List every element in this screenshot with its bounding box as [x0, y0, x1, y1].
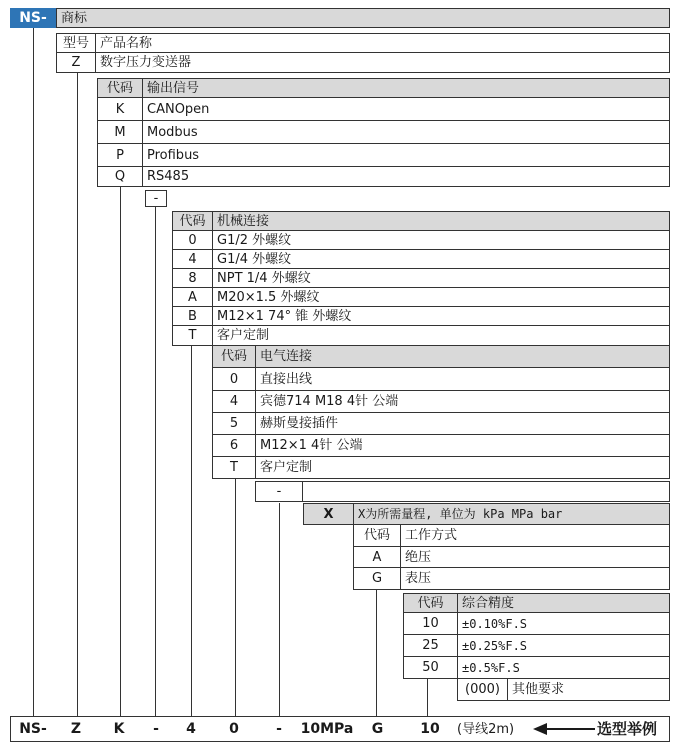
elec-label: 宾德714 M18 4针 公端: [255, 391, 670, 413]
elec-code: T: [212, 457, 255, 479]
mech-code: 8: [172, 269, 212, 288]
accuracy-code: 10: [403, 613, 457, 635]
output-code: Q: [97, 167, 142, 187]
mode-code-header: 代码: [353, 525, 400, 547]
accuracy-other-label: 其他要求: [507, 679, 670, 701]
example-part: NS-: [19, 721, 47, 737]
output-label: Profibus: [142, 144, 670, 167]
example-part: -: [276, 721, 282, 737]
example-part: 10MPa: [300, 721, 354, 737]
example-part: 0: [229, 721, 239, 737]
output-label: RS485: [142, 167, 670, 187]
example-part: K: [113, 721, 125, 737]
output-title: 输出信号: [142, 78, 670, 98]
elec-label: 赫斯曼接插件: [255, 413, 670, 435]
model-type-header: 型号: [56, 33, 95, 53]
example-part: Z: [70, 721, 82, 737]
guide-line: [155, 207, 156, 716]
output-code-header: 代码: [97, 78, 142, 98]
guide-line: [120, 187, 121, 716]
elec-code: 0: [212, 368, 255, 391]
elec-code-header: 代码: [212, 346, 255, 368]
guide-line: [191, 346, 192, 716]
example-part: G: [371, 721, 384, 737]
range-label: X为所需量程, 单位为 kPa MPa bar: [353, 503, 670, 525]
elec-code: 5: [212, 413, 255, 435]
mode-label: 表压: [400, 568, 670, 590]
accuracy-label: ±0.25%F.S: [457, 635, 670, 657]
separator-line: [303, 481, 670, 502]
accuracy-other-code: (000): [457, 679, 507, 701]
elec-code: 6: [212, 435, 255, 457]
output-label: Modbus: [142, 121, 670, 144]
model-name-header: 产品名称: [95, 33, 670, 53]
mech-code: B: [172, 307, 212, 326]
example-part: -: [153, 721, 159, 737]
brand-label: 商标: [56, 8, 670, 28]
elec-code: 4: [212, 391, 255, 413]
accuracy-code: 25: [403, 635, 457, 657]
elec-label: M12×1 4针 公端: [255, 435, 670, 457]
output-code: M: [97, 121, 142, 144]
accuracy-code: 50: [403, 657, 457, 679]
accuracy-label: ±0.5%F.S: [457, 657, 670, 679]
mech-label: M20×1.5 外螺纹: [212, 288, 670, 307]
output-code: K: [97, 98, 142, 121]
example-part: 10: [420, 721, 440, 737]
guide-line: [77, 73, 78, 716]
mech-code: 0: [172, 231, 212, 250]
model-code: Z: [56, 53, 95, 73]
accuracy-label: ±0.10%F.S: [457, 613, 670, 635]
separator: -: [145, 190, 167, 207]
accuracy-title: 综合精度: [457, 593, 670, 613]
guide-line: [427, 679, 428, 716]
mech-code: T: [172, 326, 212, 346]
mode-code: G: [353, 568, 400, 590]
mech-label: G1/4 外螺纹: [212, 250, 670, 269]
mode-label: 绝压: [400, 547, 670, 568]
mech-title: 机械连接: [212, 211, 670, 231]
brand-prefix: NS-: [10, 8, 56, 28]
mech-label: G1/2 外螺纹: [212, 231, 670, 250]
mech-code-header: 代码: [172, 211, 212, 231]
separator: -: [255, 481, 303, 502]
guide-line: [33, 28, 34, 716]
model-name: 数字压力变送器: [95, 53, 670, 73]
accuracy-code-header: 代码: [403, 593, 457, 613]
mech-label: M12×1 74° 锥 外螺纹: [212, 307, 670, 326]
mech-label: 客户定制: [212, 326, 670, 346]
elec-label: 直接出线: [255, 368, 670, 391]
output-code: P: [97, 144, 142, 167]
mech-code: 4: [172, 250, 212, 269]
example-cable: (导线2m): [457, 721, 515, 737]
range-code: X: [303, 503, 353, 525]
arrow-left-icon: [533, 722, 595, 736]
mech-code: A: [172, 288, 212, 307]
guide-line: [235, 479, 236, 716]
example-part: 4: [186, 721, 196, 737]
mode-title: 工作方式: [400, 525, 670, 547]
elec-title: 电气连接: [255, 346, 670, 368]
example-label: 选型举例: [597, 719, 658, 738]
mode-code: A: [353, 547, 400, 568]
guide-line: [279, 503, 280, 716]
mech-label: NPT 1/4 外螺纹: [212, 269, 670, 288]
elec-label: 客户定制: [255, 457, 670, 479]
guide-line: [376, 590, 377, 716]
output-label: CANOpen: [142, 98, 670, 121]
